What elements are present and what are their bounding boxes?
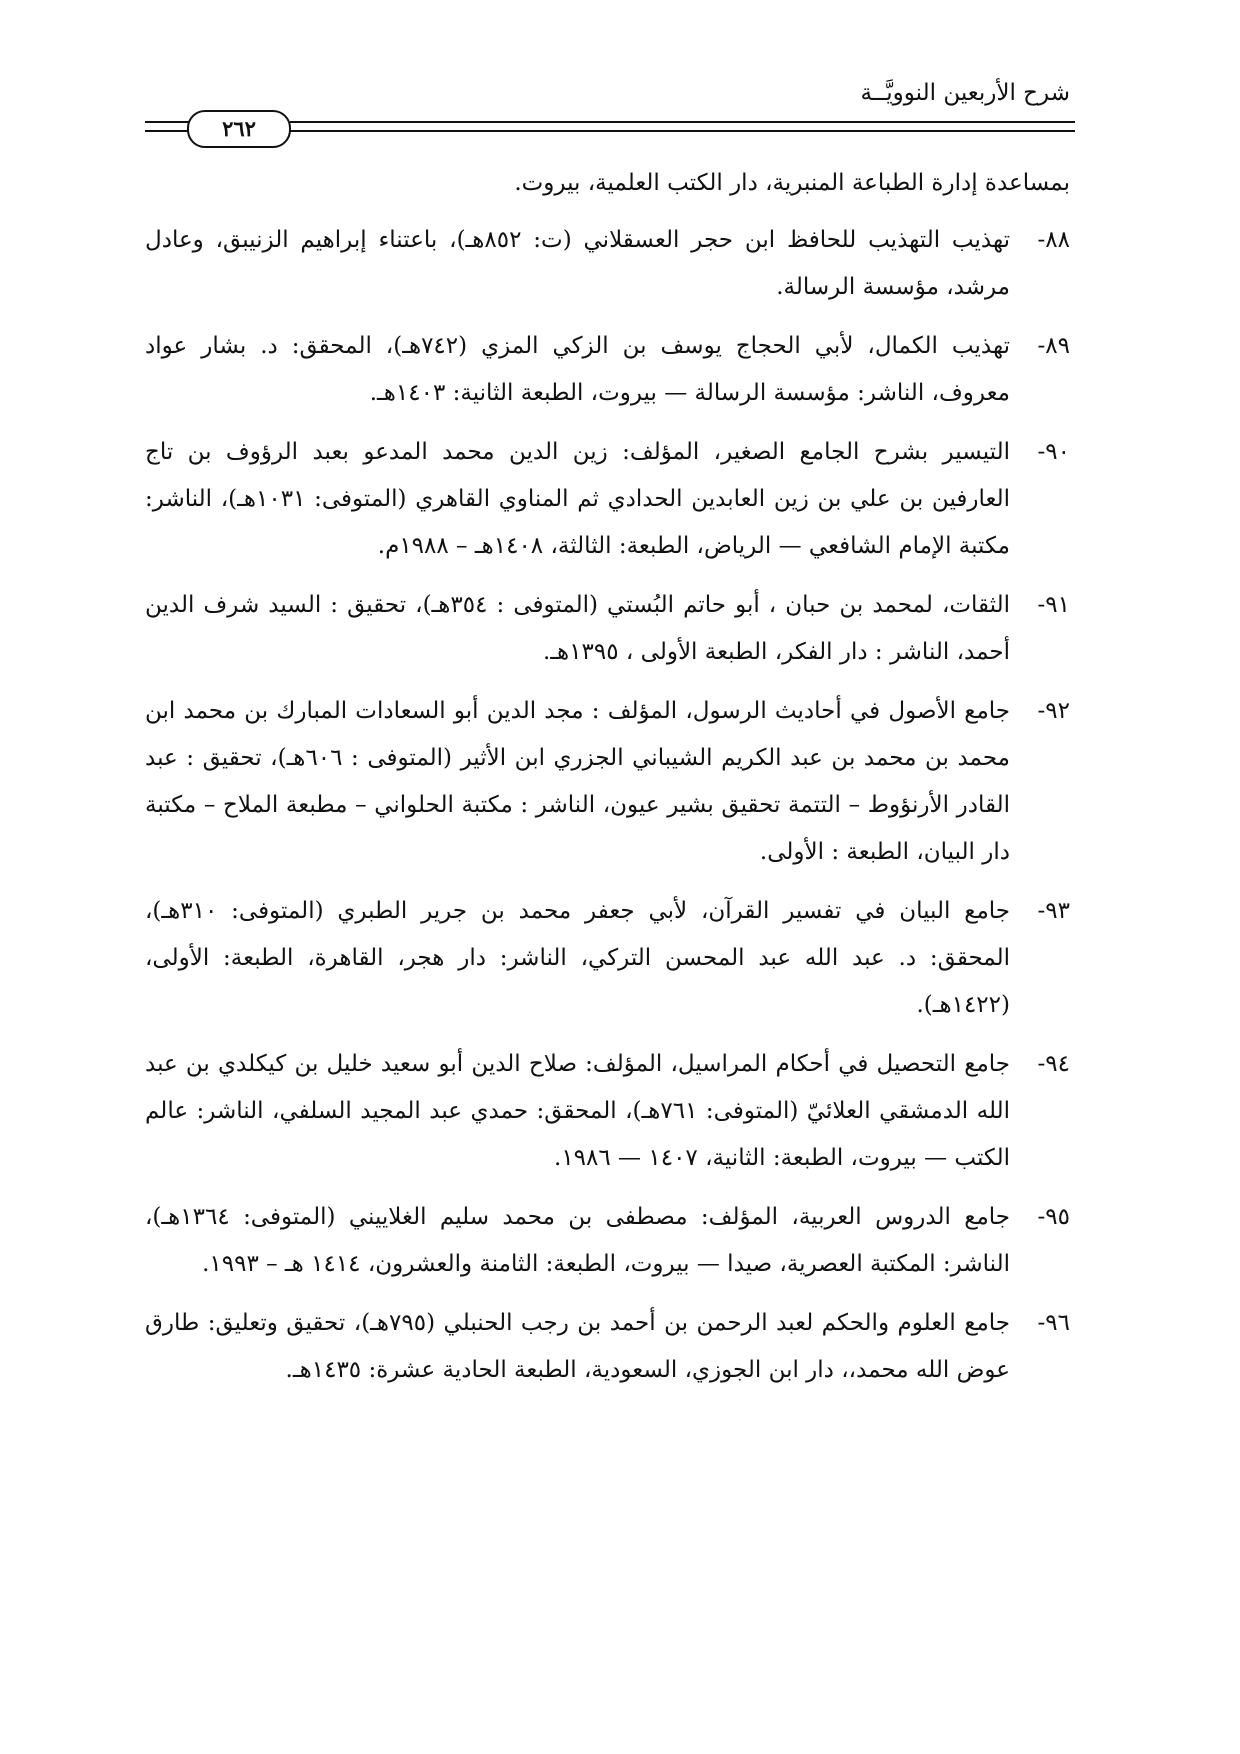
bibliography-entry-91	[145, 582, 1070, 676]
entry-number: ٨٩-	[1037, 333, 1070, 359]
entry-text: جامع التحصيل في أحكام المراسيل، المؤلف: صلاح الدين أبو سعيد خليل بن كيكلدي بن عبد الله الدمشقي العلائيّ (المتوفى: ٧٦١هـ)، المحقق: حمدي عبد المجيد السلفي، الناشر: عالم الكتب — بيروت، الطبعة: الثانية، ١٤٠٧ — ١٩٨٦.	[145, 1051, 1010, 1171]
running-title: شرح الأربعين النوويَّــة	[860, 80, 1070, 106]
header-rule-left-top	[145, 121, 190, 123]
entry-number: ٩٠-	[1037, 439, 1070, 465]
header-rule-bottom	[290, 130, 1075, 132]
continuation-text: بمساعدة إدارة الطباعة المنبرية، دار الكتب العلمية، بيروت.	[514, 170, 1070, 196]
page-number: ٢٦٢	[187, 110, 291, 148]
bibliography-entry-89	[145, 323, 1070, 417]
entry-number: ٩٢-	[1037, 698, 1070, 724]
entry-number: ٨٨-	[1037, 227, 1070, 253]
header-rule-top	[290, 121, 1075, 123]
bibliography-body	[145, 160, 1070, 1406]
bibliography-entry-94	[145, 1041, 1070, 1182]
entry-text: جامع الدروس العربية، المؤلف: مصطفى بن محمد سليم الغلاييني (المتوفى: ١٣٦٤هـ)، الناشر: المكتبة العصرية، صيدا — بيروت، الطبعة: الثامنة والعشرون، ١٤١٤ هـ – ١٩٩٣.	[145, 1204, 1010, 1277]
entry-text: جامع الأصول في أحاديث الرسول، المؤلف : مجد الدين أبو السعادات المبارك بن محمد ابن محمد بن محمد بن عبد الكريم الشيباني الجزري ابن الأثير (المتوفى : ٦٠٦هـ)، تحقيق : عبد القادر الأرنؤوط – التتمة تحقيق بشير عيون، الناشر : مكتبة الحلواني – مطبعة الملاح – مكتبة دار البيان، الطبعة : الأولى.	[145, 698, 1010, 865]
header-rule-left-bottom	[145, 130, 190, 132]
bibliography-entry-90	[145, 429, 1070, 570]
entry-number: ٩٥-	[1037, 1204, 1070, 1230]
entry-text: جامع البيان في تفسير القرآن، لأبي جعفر محمد بن جرير الطبري (المتوفى: ٣١٠هـ)، المحقق: د. عبد الله عبد المحسن التركي، الناشر: دار هجر، القاهرة، الطبعة: الأولى، (١٤٢٢هـ).	[145, 898, 1010, 1018]
entry-text: جامع العلوم والحكم لعبد الرحمن بن أحمد بن رجب الحنبلي (٧٩٥هـ)، تحقيق وتعليق: طارق عوض الله محمد،، دار ابن الجوزي، السعودية، الطبعة الحادية عشرة: ١٤٣٥هـ.	[145, 1310, 1011, 1383]
page-header	[145, 72, 1075, 152]
entry-number: ٩٦-	[1037, 1310, 1070, 1336]
entry-number: ٩٤-	[1037, 1051, 1070, 1077]
entry-number: ٩٣-	[1037, 898, 1070, 924]
entry-text: تهذيب الكمال، لأبي الحجاج يوسف بن الزكي المزي (٧٤٢هـ)، المحقق: د. بشار عواد معروف، الناشر: مؤسسة الرسالة — بيروت، الطبعة الثانية: ١٤٠٣هـ.	[145, 333, 1010, 406]
bibliography-entry-88	[145, 217, 1070, 311]
entry-number: ٩١-	[1037, 592, 1070, 618]
entry-text: الثقات، لمحمد بن حبان ، أبو حاتم البُستي (المتوفى : ٣٥٤هـ)، تحقيق : السيد شرف الدين أحمد، الناشر : دار الفكر، الطبعة الأولى ، ١٣٩٥هـ.	[145, 592, 1010, 665]
entry-text: تهذيب التهذيب للحافظ ابن حجر العسقلاني (ت: ٨٥٢هـ)، باعتناء إبراهيم الزنيبق، وعادل مرشد، مؤسسة الرسالة.	[145, 227, 1010, 300]
bibliography-entry-96	[145, 1300, 1070, 1394]
bibliography-entry-95	[145, 1194, 1070, 1288]
entry-text: التيسير بشرح الجامع الصغير، المؤلف: زين الدين محمد المدعو بعبد الرؤوف بن تاج العارفين بن علي بن زين العابدين الحدادي ثم المناوي القاهري (المتوفى: ١٠٣١هـ)، الناشر: مكتبة الإمام الشافعي — الرياض، الطبعة: الثالثة، ١٤٠٨هـ – ١٩٨٨م.	[145, 439, 1010, 559]
bibliography-entry-93	[145, 888, 1070, 1029]
bibliography-entry-92	[145, 688, 1070, 876]
